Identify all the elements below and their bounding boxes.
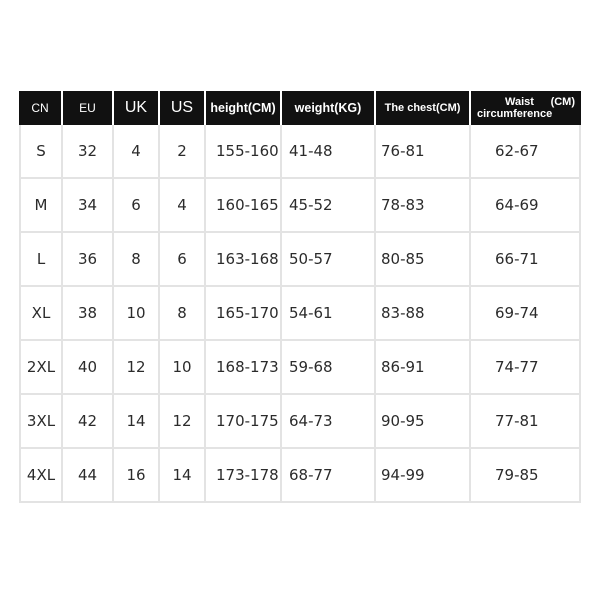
cell-height: 160-165 [206, 179, 282, 233]
cell-waist: 77-81 [471, 395, 581, 449]
cell-eu: 42 [63, 395, 114, 449]
cell-waist: 74-77 [471, 341, 581, 395]
cell-weight: 50-57 [282, 233, 376, 287]
cell-height: 168-173 [206, 341, 282, 395]
cell-weight: 45-52 [282, 179, 376, 233]
cell-chest: 80-85 [376, 233, 471, 287]
cell-cn: 2XL [19, 341, 63, 395]
header-us: US [160, 91, 206, 125]
cell-waist: 64-69 [471, 179, 581, 233]
cell-uk: 10 [114, 287, 160, 341]
cell-height: 170-175 [206, 395, 282, 449]
cell-uk: 16 [114, 449, 160, 503]
cell-eu: 32 [63, 125, 114, 179]
cell-weight: 54-61 [282, 287, 376, 341]
cell-height: 155-160 [206, 125, 282, 179]
cell-chest: 86-91 [376, 341, 471, 395]
header-waist-unit: (CM) [550, 96, 575, 108]
table-row [19, 341, 581, 395]
cell-eu: 40 [63, 341, 114, 395]
cell-chest: 83-88 [376, 287, 471, 341]
cell-chest: 76-81 [376, 125, 471, 179]
cell-weight: 41-48 [282, 125, 376, 179]
header-row [19, 91, 581, 125]
header-waist-label: Waist [505, 96, 534, 108]
cell-us: 2 [160, 125, 206, 179]
header-waist-line2: circumference [477, 108, 553, 120]
table-row [19, 179, 581, 233]
header-waist [471, 91, 581, 125]
cell-us: 4 [160, 179, 206, 233]
table-row [19, 449, 581, 503]
table-row [19, 125, 581, 179]
header-height: height(CM) [206, 91, 282, 125]
cell-height: 163-168 [206, 233, 282, 287]
header-uk: UK [114, 91, 160, 125]
cell-cn: 3XL [19, 395, 63, 449]
cell-eu: 36 [63, 233, 114, 287]
cell-eu: 38 [63, 287, 114, 341]
cell-uk: 6 [114, 179, 160, 233]
cell-weight: 59-68 [282, 341, 376, 395]
cell-weight: 64-73 [282, 395, 376, 449]
table-row [19, 395, 581, 449]
header-eu: EU [63, 91, 114, 125]
cell-height: 165-170 [206, 287, 282, 341]
cell-eu: 44 [63, 449, 114, 503]
cell-eu: 34 [63, 179, 114, 233]
size-chart-table [19, 91, 581, 503]
cell-uk: 4 [114, 125, 160, 179]
cell-us: 6 [160, 233, 206, 287]
cell-chest: 94-99 [376, 449, 471, 503]
cell-cn: XL [19, 287, 63, 341]
cell-waist: 79-85 [471, 449, 581, 503]
cell-weight: 68-77 [282, 449, 376, 503]
cell-uk: 14 [114, 395, 160, 449]
cell-us: 14 [160, 449, 206, 503]
cell-waist: 66-71 [471, 233, 581, 287]
header-weight: weight(KG) [282, 91, 376, 125]
cell-chest: 78-83 [376, 179, 471, 233]
table-row [19, 233, 581, 287]
cell-uk: 8 [114, 233, 160, 287]
cell-cn: L [19, 233, 63, 287]
cell-uk: 12 [114, 341, 160, 395]
header-chest: The chest(CM) [376, 91, 471, 125]
cell-chest: 90-95 [376, 395, 471, 449]
cell-waist: 62-67 [471, 125, 581, 179]
table-row [19, 287, 581, 341]
header-waist-line1 [477, 96, 575, 108]
cell-waist: 69-74 [471, 287, 581, 341]
header-cn: CN [19, 91, 63, 125]
cell-cn: M [19, 179, 63, 233]
cell-us: 10 [160, 341, 206, 395]
cell-cn: 4XL [19, 449, 63, 503]
cell-us: 8 [160, 287, 206, 341]
cell-us: 12 [160, 395, 206, 449]
cell-height: 173-178 [206, 449, 282, 503]
table-body [19, 125, 581, 503]
cell-cn: S [19, 125, 63, 179]
